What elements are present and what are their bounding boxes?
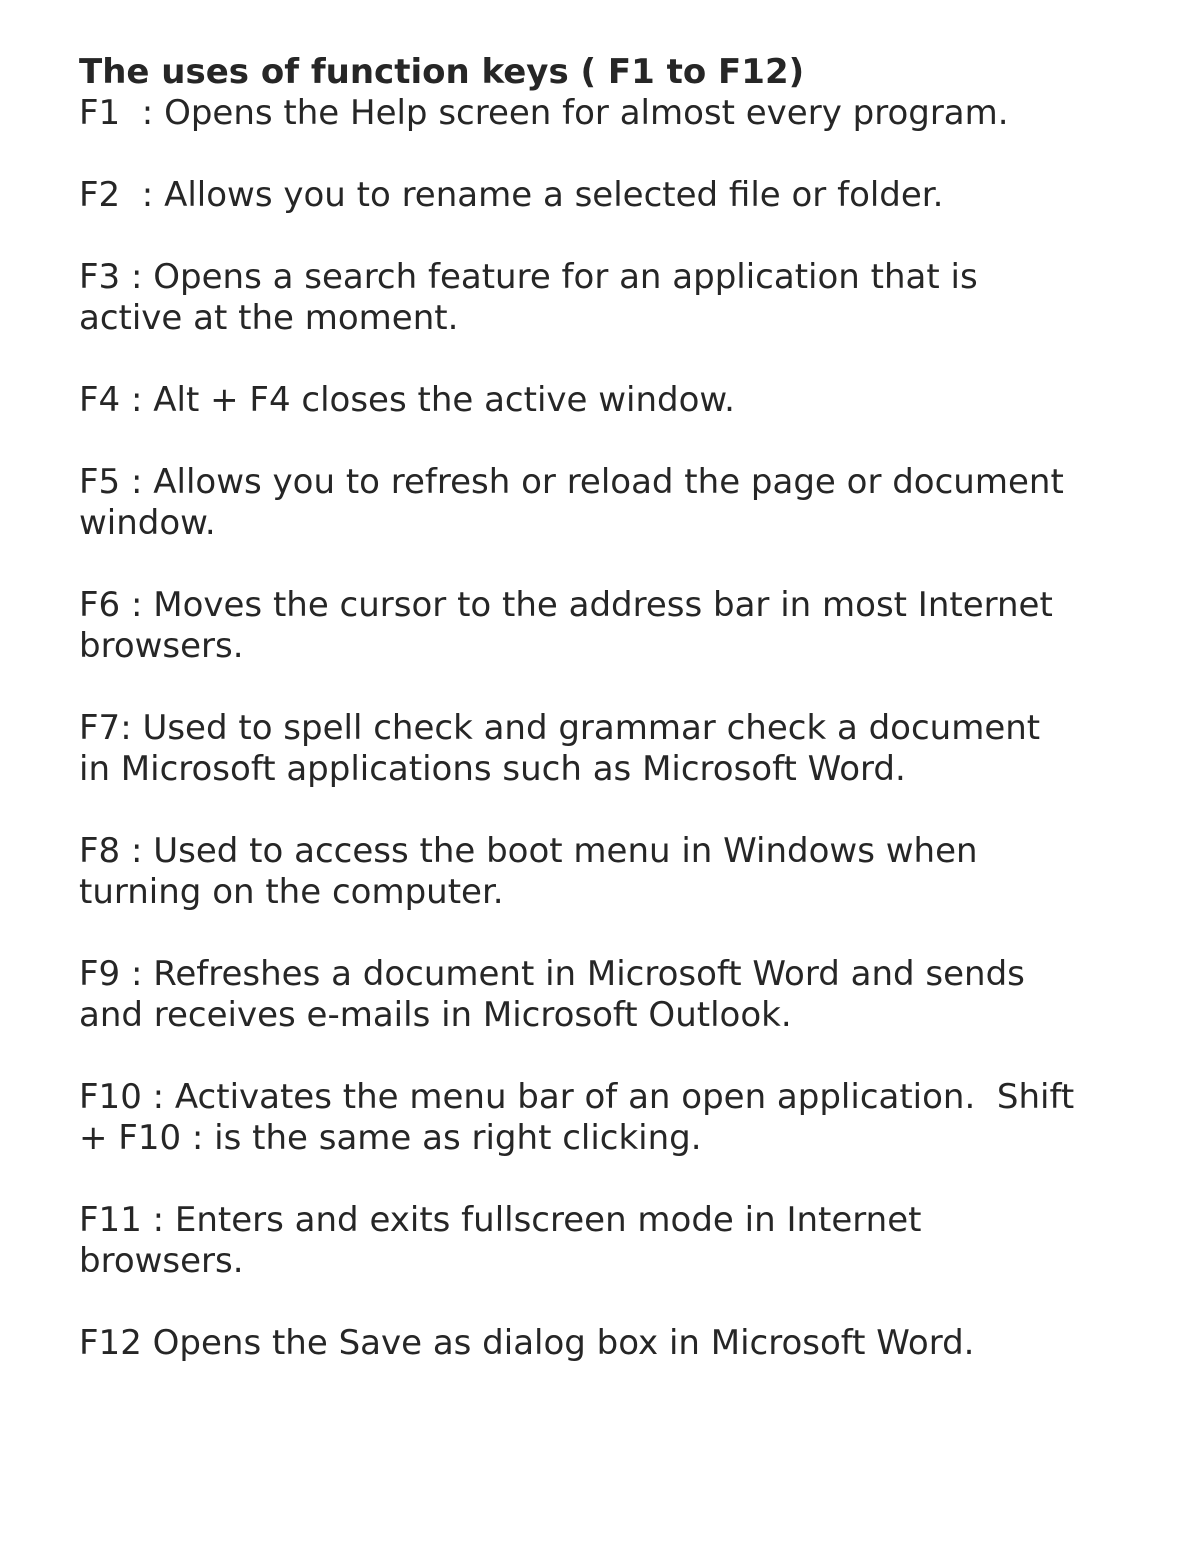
entry-line: F3 : Opens a search feature for an application that is xyxy=(79,257,978,297)
entry-line: browsers. xyxy=(79,1241,244,1281)
entry-line: F4 : Alt + F4 closes the active window. xyxy=(79,380,735,420)
entry-line: + F10 : is the same as right clicking. xyxy=(79,1118,702,1158)
entry-line: F2 : Allows you to rename a selected file or folder. xyxy=(79,175,944,215)
entry-f3 xyxy=(79,257,1139,339)
entry-line: F12 Opens the Save as dialog box in Microsoft Word. xyxy=(79,1323,975,1363)
entry-f12 xyxy=(79,1323,1139,1364)
entry-f4 xyxy=(79,380,1139,421)
entry-line: F5 : Allows you to refresh or reload the page or document xyxy=(79,462,1064,502)
entry-line: in Microsoft applications such as Microsoft Word. xyxy=(79,749,906,789)
entry-line: F6 : Moves the cursor to the address bar in most Internet xyxy=(79,585,1053,625)
entry-f7 xyxy=(79,708,1139,790)
entry-line: browsers. xyxy=(79,626,244,666)
entry-f6 xyxy=(79,585,1139,667)
entry-line: turning on the computer. xyxy=(79,872,504,912)
entry-f9 xyxy=(79,954,1139,1036)
entry-line: F10 : Activates the menu bar of an open application. Shift xyxy=(79,1077,1075,1117)
entry-line: F9 : Refreshes a document in Microsoft Word and sends xyxy=(79,954,1025,994)
entry-f11 xyxy=(79,1200,1139,1282)
entry-f1 xyxy=(79,93,1139,134)
entry-f5 xyxy=(79,462,1139,544)
entry-line: and receives e-mails in Microsoft Outlook. xyxy=(79,995,792,1035)
entry-line: F7: Used to spell check and grammar check a document xyxy=(79,708,1041,748)
entry-line: F11 : Enters and exits fullscreen mode in Internet xyxy=(79,1200,922,1240)
entry-f2 xyxy=(79,175,1139,216)
document-page xyxy=(79,52,1139,1405)
entry-f8 xyxy=(79,831,1139,913)
entry-line: window. xyxy=(79,503,216,543)
entry-line: F1 : Opens the Help screen for almost every program. xyxy=(79,93,1009,133)
entry-line: active at the moment. xyxy=(79,298,459,338)
entry-f10 xyxy=(79,1077,1139,1159)
document-title: The uses of function keys ( F1 to F12) xyxy=(79,52,805,92)
entry-line: F8 : Used to access the boot menu in Windows when xyxy=(79,831,978,871)
